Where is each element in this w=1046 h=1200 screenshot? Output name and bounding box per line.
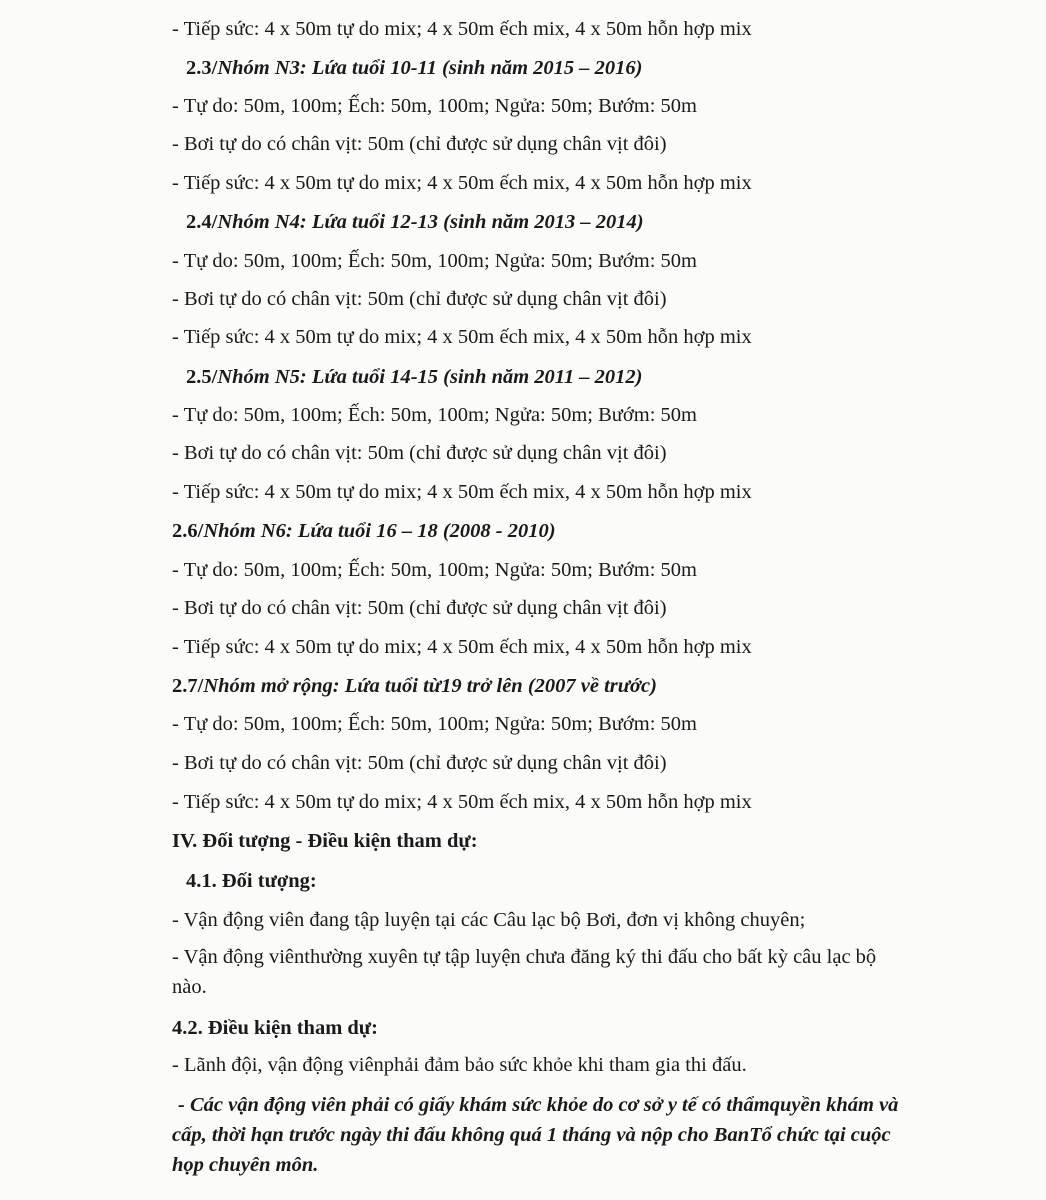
group-heading-n5 <box>186 364 643 390</box>
group-number: 2.3/ <box>186 57 218 79</box>
freestyle-line: - Tự do: 50m, 100m; Ếch: 50m, 100m; Ngửa: 50m; Bướm: 50m <box>172 95 697 117</box>
fins-line: - Bơi tự do có chân vịt: 50m (chỉ được sử dụng chân vịt đôi) <box>172 133 667 155</box>
group-title: Nhóm N6: Lứa tuổi 16 – 18 (2008 - 2010) <box>203 520 556 542</box>
relay-line: - Tiếp sức: 4 x 50m tự do mix; 4 x 50m ếch mix, 4 x 50m hỗn hợp mix <box>172 791 752 813</box>
relay-line: - Tiếp sức: 4 x 50m tự do mix; 4 x 50m ếch mix, 4 x 50m hỗn hợp mix <box>172 18 752 40</box>
section-heading: IV. Đối tượng - Điều kiện tham dự: <box>172 830 478 852</box>
fins-line: - Bơi tự do có chân vịt: 50m (chỉ được sử dụng chân vịt đôi) <box>172 288 667 310</box>
relay-line: - Tiếp sức: 4 x 50m tự do mix; 4 x 50m ếch mix, 4 x 50m hỗn hợp mix <box>172 172 752 194</box>
freestyle-line: - Tự do: 50m, 100m; Ếch: 50m, 100m; Ngửa: 50m; Bướm: 50m <box>172 404 697 426</box>
group-number: 2.4/ <box>186 211 218 233</box>
group-title: Nhóm N3: Lứa tuổi 10-11 (sinh năm 2015 – 2016) <box>217 57 643 79</box>
relay-line: - Tiếp sức: 4 x 50m tự do mix; 4 x 50m ếch mix, 4 x 50m hỗn hợp mix <box>172 326 752 348</box>
group-title: Nhóm N4: Lứa tuổi 12-13 (sinh năm 2013 – 2014) <box>217 211 644 233</box>
group-title: Nhóm mở rộng: Lứa tuổi từ19 trở lên (2007 về trước) <box>203 675 657 697</box>
list-item: - Lãnh đội, vận động viênphải đảm bảo sức khỏe khi tham gia thi đấu. <box>172 1054 747 1076</box>
subsection-heading-4-2: 4.2. Điều kiện tham dự: <box>172 1017 378 1039</box>
fins-line: - Bơi tự do có chân vịt: 50m (chỉ được sử dụng chân vịt đôi) <box>172 752 667 774</box>
fins-line: - Bơi tự do có chân vịt: 50m (chỉ được sử dụng chân vịt đôi) <box>172 442 667 464</box>
list-item-emphasis: - Các vận động viên phải có giấy khám sức khỏe do cơ sở y tế có thẩmquyền khám và cấp, thời hạn trước ngày thi đấu không quá 1 tháng và nộp cho BanTổ chức tại cuộc họp chuyên môn. <box>172 1094 899 1176</box>
list-item: - Vận động viên đang tập luyện tại các Câu lạc bộ Bơi, đơn vị không chuyên; <box>172 909 806 931</box>
group-heading-n3 <box>186 55 643 81</box>
relay-line: - Tiếp sức: 4 x 50m tự do mix; 4 x 50m ếch mix, 4 x 50m hỗn hợp mix <box>172 636 752 658</box>
freestyle-line: - Tự do: 50m, 100m; Ếch: 50m, 100m; Ngửa: 50m; Bướm: 50m <box>172 250 697 272</box>
relay-line: - Tiếp sức: 4 x 50m tự do mix; 4 x 50m ếch mix, 4 x 50m hỗn hợp mix <box>172 481 752 503</box>
fins-line: - Bơi tự do có chân vịt: 50m (chỉ được sử dụng chân vịt đôi) <box>172 597 667 619</box>
freestyle-line: - Tự do: 50m, 100m; Ếch: 50m, 100m; Ngửa: 50m; Bướm: 50m <box>172 713 697 735</box>
group-number: 2.6/ <box>172 520 204 542</box>
list-item: - Vận động viênthường xuyên tự tập luyện chưa đăng ký thi đấu cho bất kỳ câu lạc bộ nào. <box>172 946 877 998</box>
group-heading-n6 <box>172 518 556 544</box>
group-title: Nhóm N5: Lứa tuổi 14-15 (sinh năm 2011 – 2012) <box>217 366 643 388</box>
freestyle-line: - Tự do: 50m, 100m; Ếch: 50m, 100m; Ngửa: 50m; Bướm: 50m <box>172 559 697 581</box>
group-number: 2.7/ <box>172 675 204 697</box>
group-number: 2.5/ <box>186 366 218 388</box>
subsection-heading-4-1: 4.1. Đối tượng: <box>186 870 317 892</box>
group-heading-n4 <box>186 209 644 235</box>
group-heading-extended <box>172 673 657 699</box>
